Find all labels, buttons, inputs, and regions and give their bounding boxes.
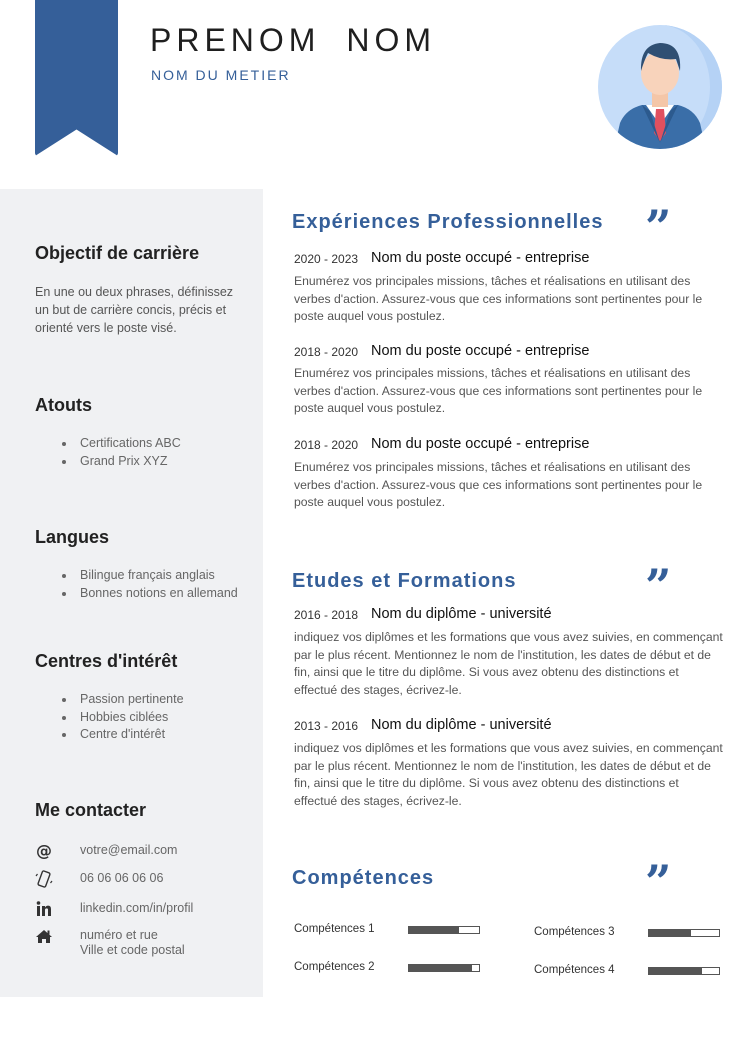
skill-bar (648, 929, 720, 937)
skill-bar (648, 967, 720, 975)
languages-list (62, 567, 238, 602)
quote-icon: ” (645, 563, 672, 593)
list-item: Centre d'intérêt (62, 726, 184, 744)
skill-fill (649, 930, 691, 936)
list-item: Bilingue français anglais (62, 567, 238, 585)
linkedin-icon (35, 900, 53, 918)
experience-date: 2020 - 2023 (294, 252, 359, 266)
experience-description: Enumérez vos principales missions, tâches et réalisations en utilisant des verbes d'action. Assurez-vous que ces informations sont pertinentes pour le poste auquel vous postulez. (294, 274, 703, 323)
languages-title: Langues (35, 527, 110, 547)
experience-position: Nom du poste occupé - entreprise (371, 343, 590, 359)
experience-date: 2018 - 2020 (294, 438, 359, 452)
list-item: Grand Prix XYZ (62, 453, 181, 471)
at-icon (35, 842, 53, 860)
experience-description: Enumérez vos principales missions, tâches et réalisations en utilisant des verbes d'action. Assurez-vous que ces informations sont pertinentes pour le poste auquel vous postulez. (294, 366, 703, 415)
skill-fill (649, 968, 702, 974)
quote-icon: ” (645, 859, 672, 889)
skill-fill (409, 927, 459, 933)
quote-icon: ” (645, 204, 672, 234)
header-ribbon (35, 0, 118, 156)
contact-phone[interactable] (35, 870, 255, 890)
education-description: indiquez vos diplômes et les formations que vous avez suivies, en commençant par le plus récent. Mentionnez le nom de l'institution, les dates de début et de fin, ainsi que le titre du diplôme. Si vous avez obtenu des distinctions et effectué des stages, écrivez-le. (294, 630, 723, 697)
objective-text: En une ou deux phrases, définissez un but de carrière concis, précis et orienté vers le poste visé. (35, 285, 234, 335)
phone-text: 06 06 06 06 06 (80, 871, 164, 885)
contact-address (35, 928, 255, 960)
experience-title: Expériences Professionnelles (292, 211, 604, 233)
education-degree: Nom du diplôme - université (371, 606, 552, 622)
list-item: Certifications ABC (62, 435, 181, 453)
skill-label: Compétences 2 (294, 961, 375, 973)
contact-title: Me contacter (35, 800, 147, 820)
list-item: Bonnes notions en allemand (62, 585, 238, 603)
linkedin-text: linkedin.com/in/profil (80, 901, 194, 915)
avatar (598, 25, 722, 149)
experience-position: Nom du poste occupé - entreprise (371, 436, 590, 452)
job-title: NOM DU METIER (151, 67, 291, 83)
interests-list (62, 691, 184, 744)
experience-date: 2018 - 2020 (294, 345, 359, 359)
list-item: Passion pertinente (62, 691, 184, 709)
education-date: 2016 - 2018 (294, 608, 359, 622)
education-title: Etudes et Formations (292, 570, 517, 592)
assets-list (62, 435, 181, 470)
assets-title: Atouts (35, 395, 92, 415)
skill-label: Compétences 1 (294, 923, 375, 935)
skill-fill (409, 965, 472, 971)
skill-bar (408, 964, 480, 972)
email-text: votre@email.com (80, 843, 178, 857)
phone-icon (35, 870, 53, 888)
experience-position: Nom du poste occupé - entreprise (371, 250, 590, 266)
address-line2: Ville et code postal (80, 943, 185, 957)
experience-description: Enumérez vos principales missions, tâches et réalisations en utilisant des verbes d'action. Assurez-vous que ces informations sont pertinentes pour le poste auquel vous postulez. (294, 460, 703, 509)
skill-label: Compétences 4 (534, 964, 615, 976)
objective-title: Objectif de carrière (35, 243, 200, 263)
address-line1: numéro et rue (80, 928, 158, 942)
home-icon (35, 928, 53, 946)
skill-label: Compétences 3 (534, 926, 615, 938)
svg-text:@: @ (36, 842, 52, 860)
education-date: 2013 - 2016 (294, 719, 359, 733)
list-item: Hobbies ciblées (62, 709, 184, 727)
skill-bar (408, 926, 480, 934)
person-name: PRENOM NOM (150, 22, 436, 58)
contact-linkedin[interactable] (35, 900, 255, 920)
education-description: indiquez vos diplômes et les formations que vous avez suivies, en commençant par le plus récent. Mentionnez le nom de l'institution, les dates de début et de fin, ainsi que le titre du diplôme. Si vous avez obtenu des distinctions et effectué des stages, écrivez-le. (294, 741, 723, 808)
contact-email[interactable] (35, 842, 255, 862)
education-degree: Nom du diplôme - université (371, 717, 552, 733)
skills-title: Compétences (292, 867, 435, 889)
interests-title: Centres d'intérêt (35, 651, 178, 671)
